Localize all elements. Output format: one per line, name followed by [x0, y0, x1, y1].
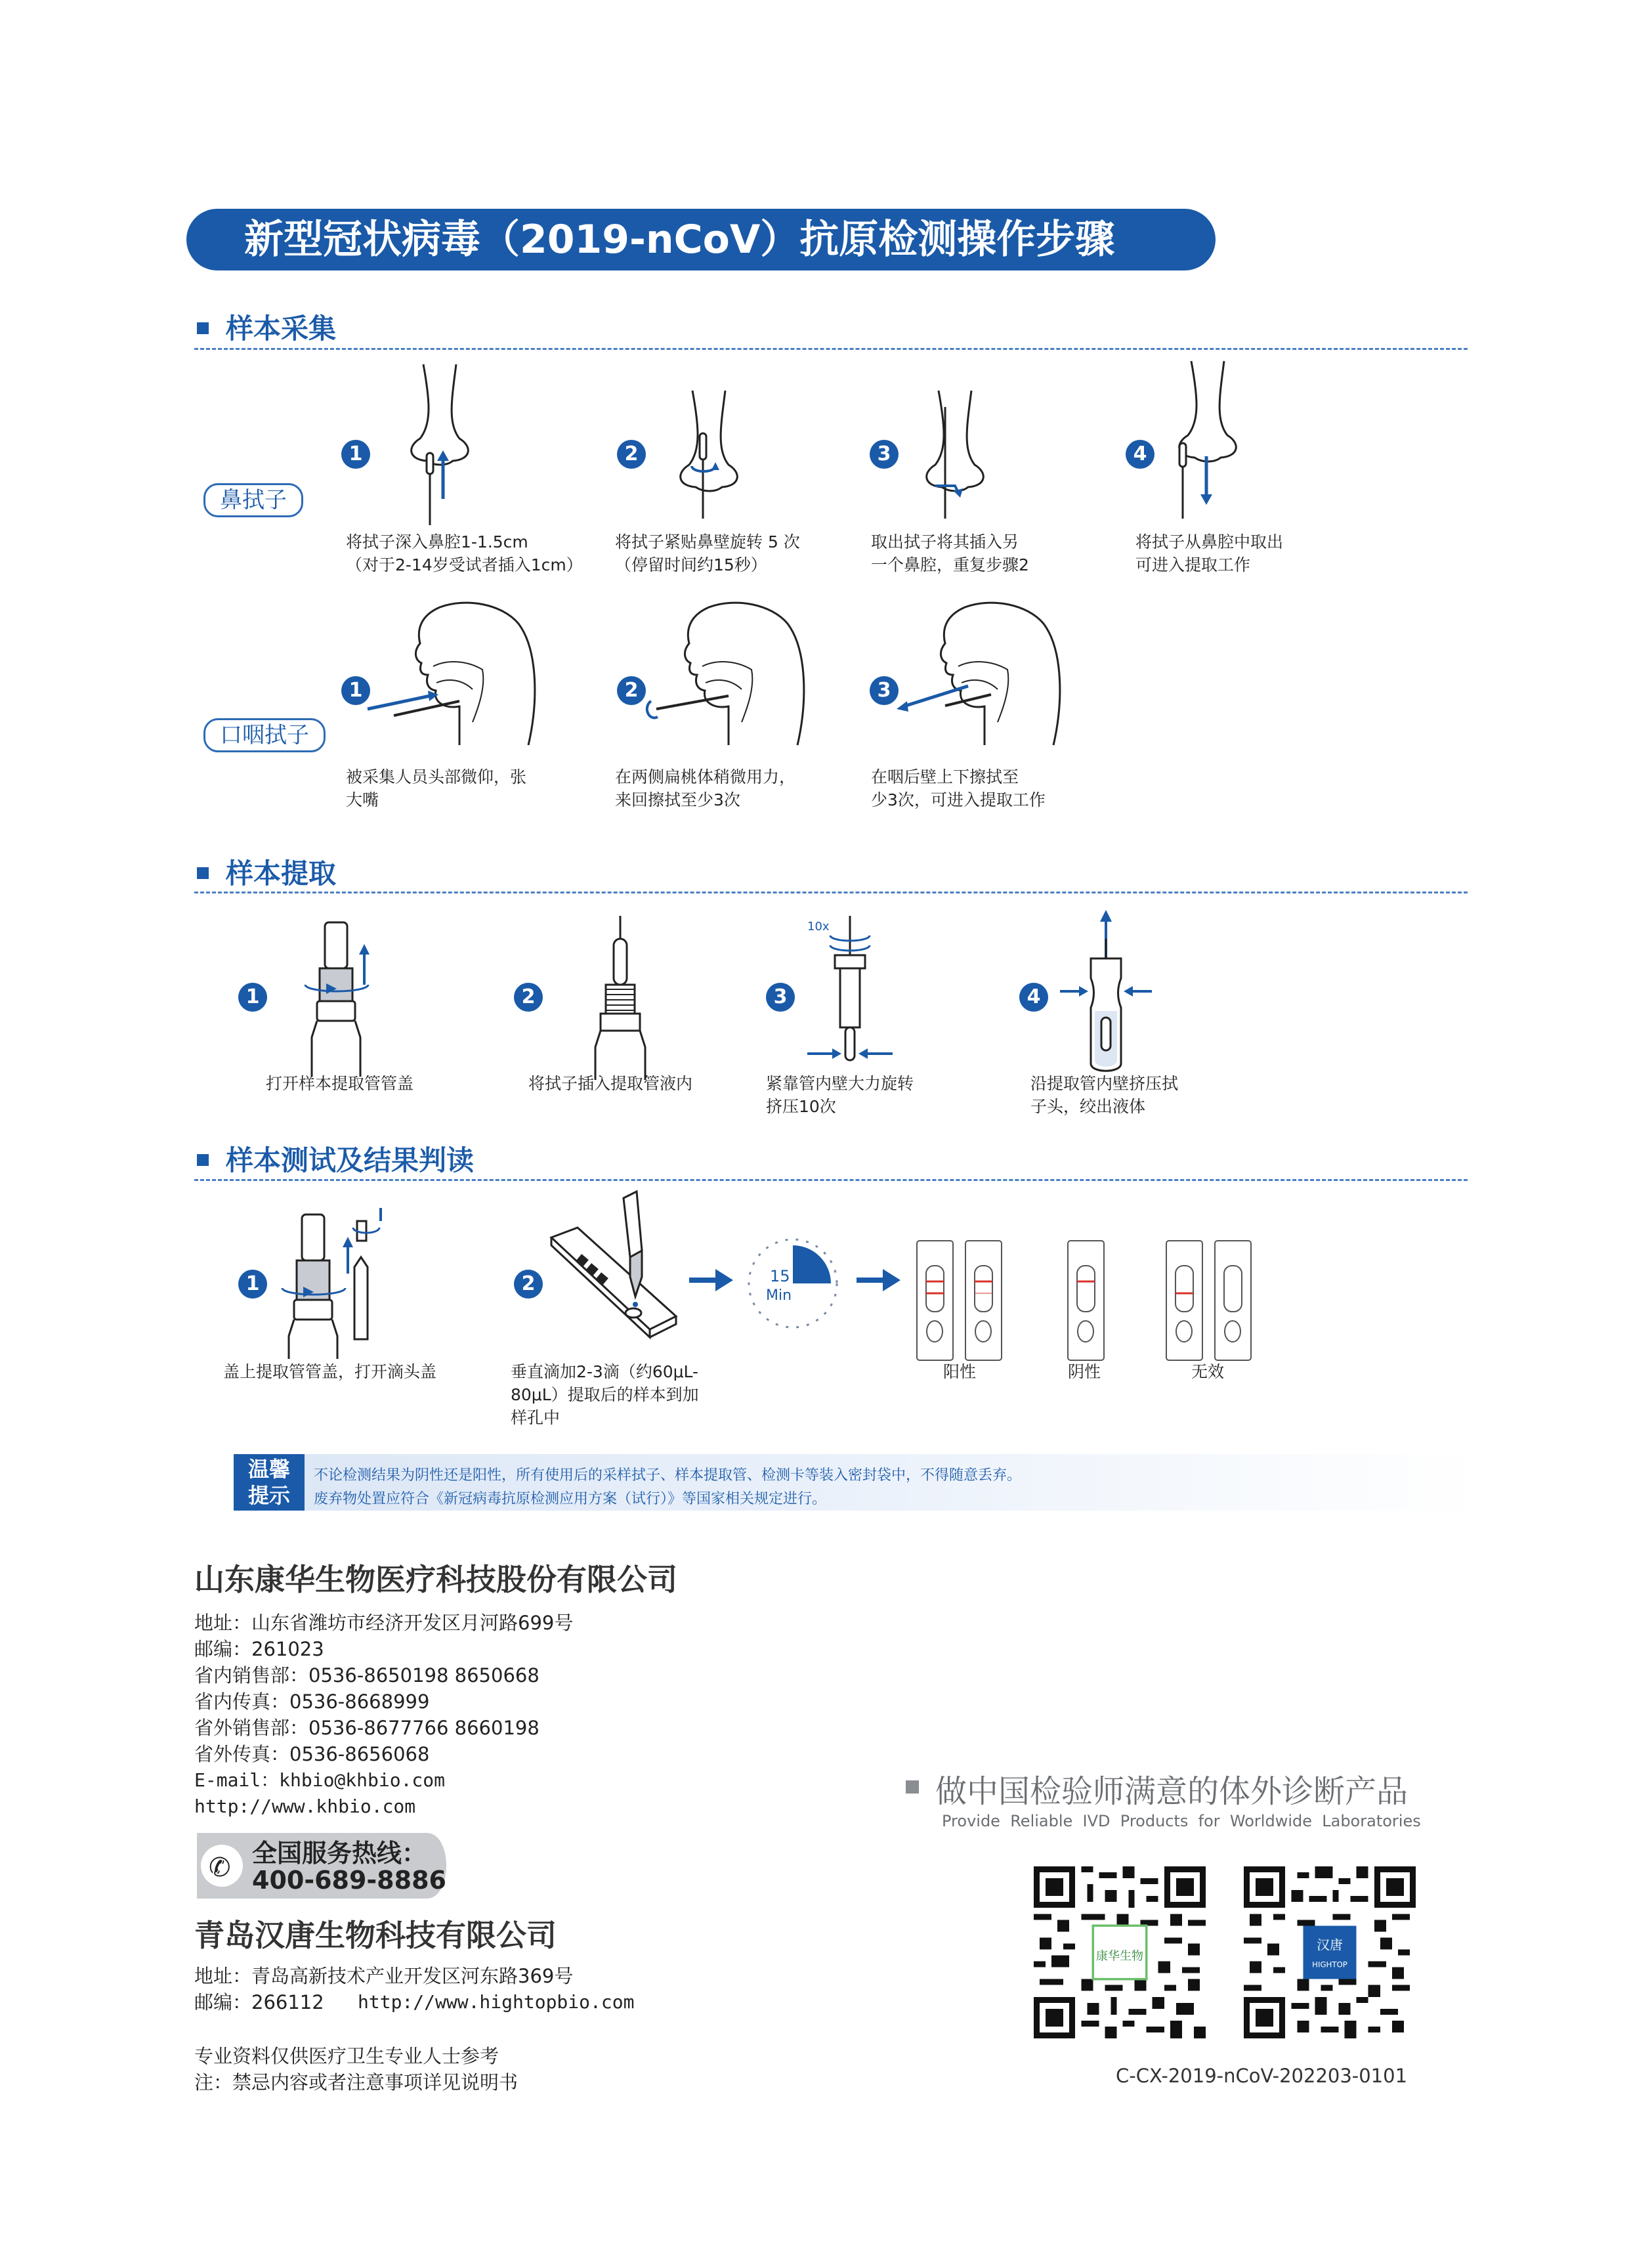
close-cap-open-dropper-illustration	[282, 1208, 400, 1359]
divider	[194, 348, 1468, 350]
step-caption: 将拭子从鼻腔中取出 可进入提取工作	[1135, 532, 1284, 574]
result-cards-invalid	[1165, 1239, 1254, 1362]
section-heading-testing: 样本测试及结果判读	[197, 1139, 474, 1178]
step-caption: 垂直滴加2-3滴（约60μL- 80μL）提取后的样本到加 样孔中	[511, 1362, 699, 1427]
divider	[194, 892, 1468, 893]
step-caption: 被采集人员头部微仰，张 大嘴	[346, 767, 527, 809]
step-number-badge: 3	[870, 676, 899, 705]
section-heading-collection: 样本采集	[197, 307, 336, 347]
step-number-badge: 4	[1126, 440, 1154, 469]
company-address: 地址：山东省潍坊市经济开发区月河路699号	[194, 1612, 574, 1634]
tip-text-line2: 废弃物处置应符合《新冠病毒抗原检测应用方案（试行）》等国家相关规定进行。	[314, 1491, 827, 1507]
step-caption: 紧靠管内壁大力旋转 挤压10次	[766, 1074, 914, 1116]
company2-website: http://www.hightopbio.com	[358, 1991, 635, 2013]
result-card-negative	[1067, 1239, 1106, 1362]
step-caption: 将拭子深入鼻腔1-1.5cm （对于2-14岁受试者插入1cm）	[346, 532, 583, 574]
step-caption: 盖上提取管管盖，打开滴头盖	[223, 1362, 437, 1381]
result-label-negative: 阴性	[1068, 1362, 1101, 1381]
step-number-badge: 3	[870, 440, 899, 469]
arrow-right-icon	[686, 1264, 738, 1297]
tip-text-line1: 不论检测结果为阴性还是阳性，所有使用后的采样拭子、样本提取管、检测卡等装入密封袋中，不得随意丢弃。	[314, 1467, 1022, 1484]
square-bullet-icon	[197, 322, 209, 334]
company-website: http://www.khbio.com	[194, 1795, 416, 1817]
step-number-badge: 4	[1019, 983, 1048, 1012]
throat-swab-tonsil-illustration	[637, 597, 814, 748]
slogan-cn: 做中国检验师满意的体外诊断产品	[935, 1773, 1408, 1810]
company-postcode: 邮编：261023	[194, 1638, 324, 1660]
throat-swab-head-illustration	[368, 597, 545, 748]
step-number-badge: 1	[341, 676, 370, 705]
company-fax-other: 省外传真：0536-8656068	[194, 1743, 430, 1765]
tip-label: 温馨 提示	[234, 1454, 305, 1511]
step-number-badge: 2	[617, 440, 646, 469]
nose-swab-insert-illustration	[394, 361, 512, 525]
contraindication-note: 注：禁忌内容或者注意事项详见说明书	[194, 2071, 519, 2094]
square-bullet-icon	[197, 867, 209, 879]
step-caption: 在两侧扁桃体稍微用力， 来回擦拭至少3次	[615, 767, 796, 809]
step-number-badge: 1	[238, 983, 267, 1012]
hotline-label: 全国服务热线：	[252, 1839, 427, 1868]
step-caption: 在咽后壁上下擦拭至 少3次，可进入提取工作	[871, 767, 1046, 809]
swab-insert-tube-illustration	[581, 916, 660, 1080]
step-number-badge: 2	[617, 676, 646, 705]
timer-unit: Min	[766, 1287, 792, 1304]
rotation-count: 10x	[807, 920, 830, 934]
swab-rotate-tube-illustration	[801, 916, 899, 1093]
qr-logo-text: 汉唐	[1317, 1937, 1343, 1953]
step-caption: 打开样本提取管管盖	[266, 1074, 414, 1093]
step-number-badge: 3	[766, 983, 795, 1012]
page-title: 新型冠状病毒（2019-nCoV）抗原检测操作步骤	[186, 209, 1216, 270]
step-caption: 取出拭子将其插入另 一个鼻腔，重复步骤2	[871, 532, 1029, 574]
timer-15-min-icon	[745, 1236, 841, 1331]
throat-swab-tag: 口咽拭子	[203, 718, 326, 752]
square-bullet-icon	[906, 1780, 919, 1794]
slogan-en: Provide Reliable IVD Products for Worldwide Laboratories	[942, 1812, 1421, 1830]
square-bullet-icon	[197, 1154, 209, 1166]
step-number-badge: 2	[514, 1270, 543, 1299]
result-label-invalid: 无效	[1191, 1362, 1225, 1381]
company-fax-local: 省内传真：0536-8668999	[194, 1690, 430, 1713]
result-cards-positive	[916, 1239, 1004, 1362]
section-heading-extraction: 样本提取	[197, 852, 336, 892]
step-number-badge: 1	[238, 1270, 267, 1299]
squeeze-tube-illustration	[1057, 913, 1155, 1083]
qr-code-khbio[interactable]	[1034, 1866, 1206, 2038]
nose-swab-other-nostril-illustration	[909, 387, 1027, 525]
step-number-badge: 2	[514, 983, 543, 1012]
arrow-right-icon	[853, 1264, 906, 1297]
throat-swab-pharynx-illustration	[893, 597, 1070, 748]
extraction-tube-open-illustration	[299, 919, 391, 1077]
timer-value: 15	[770, 1267, 790, 1285]
qr-logo-text: 康华生物	[1095, 1949, 1144, 1964]
phone-icon: ✆	[209, 1853, 231, 1883]
divider	[194, 1179, 1468, 1181]
professional-note: 专业资料仅供医疗卫生专业人士参考	[194, 2045, 499, 2067]
company-name-hightop: 青岛汉唐生物科技有限公司	[194, 1918, 557, 1953]
company2-address: 地址：青岛高新技术产业开发区河东路369号	[194, 1965, 574, 1987]
qr-code-hightop[interactable]	[1244, 1866, 1416, 2038]
hotline-number: 400-689-8886	[252, 1866, 446, 1895]
company-name-khbio: 山东康华生物医疗科技股份有限公司	[194, 1562, 677, 1597]
step-number-badge: 1	[341, 440, 370, 469]
step-caption: 沿提取管内壁挤压拭 子头，绞出液体	[1030, 1074, 1179, 1116]
company-sales-local: 省内销售部：0536-8650198 8650668	[194, 1664, 540, 1687]
step-caption: 将拭子紧贴鼻壁旋转 5 次 （停留时间约15秒）	[615, 532, 800, 574]
step-caption: 将拭子插入提取管液内	[528, 1074, 693, 1093]
company-sales-other: 省外销售部：0536-8677766 8660198	[194, 1717, 540, 1739]
nasal-swab-tag: 鼻拭子	[203, 483, 303, 517]
company2-postcode: 邮编：266112	[194, 1991, 324, 2013]
qr-logo-text: HIGHTOP	[1312, 1960, 1347, 1969]
result-label-positive: 阳性	[943, 1362, 977, 1381]
test-card-dropping-illustration	[538, 1192, 683, 1343]
nose-swab-remove-illustration	[1162, 358, 1280, 522]
nose-swab-rotate-illustration	[663, 387, 781, 525]
document-code: C-CX-2019-nCoV-202203-0101	[1116, 2065, 1408, 2087]
company-email: E-mail：khbio@khbio.com	[194, 1769, 446, 1791]
